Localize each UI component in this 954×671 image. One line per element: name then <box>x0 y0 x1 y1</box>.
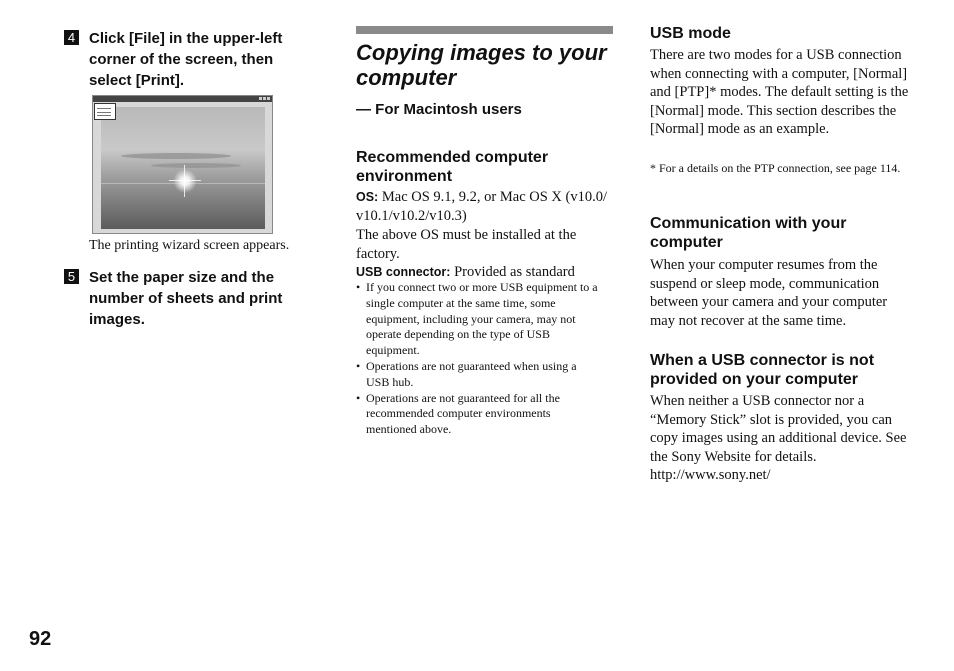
usb-notes-list <box>356 280 601 438</box>
no-connector-heading: When a USB connector is not provided on your computer <box>650 352 875 388</box>
os-text: Mac OS 9.1, 9.2, or Mac OS X (v10.0/ v10.1/v10.2/v10.3) <box>356 189 607 224</box>
usb-text: Provided as standard <box>454 264 575 280</box>
section-header-bar <box>356 26 613 34</box>
screenshot-caption: The printing wizard screen appears. <box>89 238 290 253</box>
usb-requirement <box>356 263 614 282</box>
usb-mode-text: There are two modes for a USB connection when connecting with a computer, [Normal] and [PTP]* modes. The default setting is the [Normal] mode. This section describes the [Normal] mode as an example. <box>650 47 909 137</box>
step-5-number: 5 <box>64 269 79 284</box>
usb-mode-heading: USB mode <box>650 25 731 42</box>
os-note: The above OS must be installed at the factory. <box>356 227 577 262</box>
list-item: • If you connect two or more USB equipment to a single computer at the same time, some equipment, including your camera, may not operate depending on the type of USB equipment. <box>356 280 601 359</box>
env-heading: Recommended computer environment <box>356 149 549 185</box>
communication-text: When your computer resumes from the suspend or sleep mode, communication between your camera and your computer may not recover at the same time. <box>650 257 888 329</box>
no-connector-text: When neither a USB connector nor a “Memory Stick” slot is provided, you can copy images using an additional device. See the Sony Website for details. <box>650 393 907 465</box>
os-requirement <box>356 188 614 225</box>
ptp-footnote: * For a details on the PTP connection, see page 114. <box>650 161 901 175</box>
window-titlebar <box>93 96 272 102</box>
list-item: • Operations are not guaranteed when using a USB hub. <box>356 359 601 391</box>
section-title: Copying images to your computer <box>356 40 607 90</box>
step-5-text: Set the paper size and the number of sheets and print images. <box>89 269 283 328</box>
section-subtitle: — For Macintosh users <box>356 101 522 118</box>
step-5 <box>64 267 299 330</box>
page-number: 92 <box>29 628 52 650</box>
step-4-number: 4 <box>64 30 79 45</box>
usb-label: USB connector: <box>356 265 451 279</box>
list-item: • Operations are not guaranteed for all the recommended computer environments mentioned above. <box>356 391 601 438</box>
step-4 <box>64 28 299 91</box>
communication-heading: Communication with your computer <box>650 215 847 251</box>
sony-website-link[interactable]: http://www.sony.net/ <box>650 467 771 483</box>
os-label: OS: <box>356 190 379 204</box>
step-4-text: Click [File] in the upper-left corner of the screen, then select [Print]. <box>89 30 283 89</box>
sunrise-photo <box>101 107 265 229</box>
file-menu-popup <box>94 103 116 120</box>
printing-wizard-screenshot <box>92 95 273 234</box>
